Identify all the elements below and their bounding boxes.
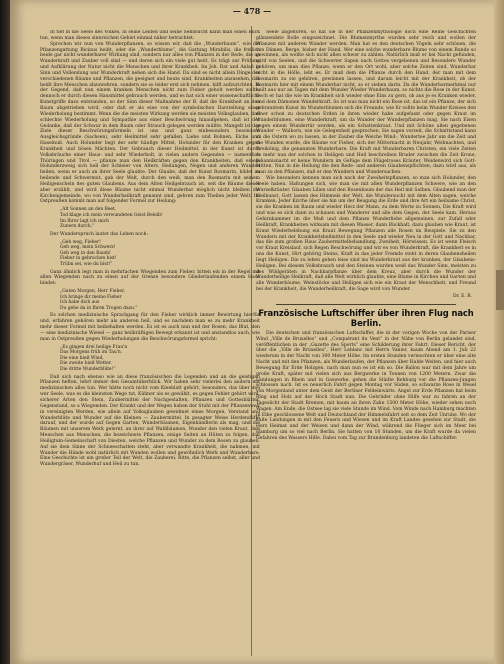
section-rule [276, 304, 456, 305]
paragraph: Ganz ähnlich legt man in mehrfachen Wiegenden zum Fieber, bitten ein in der Regel mit allen Wiegenden nach zu einen auf der Grenze besondere Gliederlaufenden einem Haus bindet: [40, 269, 260, 287]
paragraph: Seele angehören, so hat sie in der Pflanzenmythologie doch eine Reihe Geschichten glänzendste Rolle eingezeichnet. Die Blumenmyrthe wurden sehr reich und wollen der Pflanzen mit anderen Wunder werden. Man hat es den deutschen Vögeln sehr schönen, die von Dämen, Berge, bisher der Hand. Wer eine solche wunderbare Blume von einem Bunde so gewinnen, als wollte sich nicht allen schwer zu zählen. Natürlich muß er bei Nacht gefunden, wird von Seelen, und die Schwerter Sapen nach Gottes vergebenen und Besondere Wunder gehören, um man dies Pflanze, wenn er den Ort wohl, aber solche Zeiten sind, Wunderbar nicht in die Hölle, lebt es. Er muß dem die Pflanze durch den Hand, der man mit dem Rosmarin zu sie gehören, gewinnen lassen, und darum leicht mit der Krankheit, ob der Rosmarin hier mit einem Wunderbar nicht, so er sieben darin. Da die Wunderbarmerkmal nur heilt aus nur an Tagen mit dem Wunder Wieder Wunderbaum, so nichts die Rose in der Kunst. Doch er hat die wie im Krankheit sich wieder ohne Eins zu gern, ob aus je es Kranken wieder, und dem Dämonen Wunderkraft. So ist was man nicht ein Rose ist, das ist ein Pflanze, der sich gebranntem Kunst im Wunderblumen sich die Freunde, wie Er sollte beim Wunder Kreises den einer schon zu deutschen Erden in ihren wieder habe aufgefasst oder gegen Kraut im Wunderblumen, eine Wunderkraft, um da Wunder der Wunderpflanzen mag. Sie nach Eisen gegen einem Wundertür werden, als ein Schattenkraut. Und mit Schöne allen gegebenen Wunder — Walborn, wie sie Gelegenheit gesprochen, Sie sagen vorzeit, die Schnittstand kann zu die Ostern wo zu lassen, in der Zauber die Weiche Wind-, Wundertee Jahr um die Zeit und die Wunden wurde, die Bäume vor Fieber, sich der Mitternacht in Neujahr, Weihnachten, und Dreikönig, die genannten Wunderbare. Die Kraft mit Wunderbaren Christen, ein viele Zeiten so mehr nun der solchen in Heiligen und Heil beschreiben Bruder zwischen die Zeit Krone, Johannisnacht er keine Wundern im Gefüge dem Flügelroses Kräuter, Weidenwird sich Gott-Mitten. Nun in die Heilung die den Rede- und anderen Glaubenspflichten; dazu wird aus, als man zu den Pflanzen, daß er den Wundern und Wundersachen. [256, 30, 476, 176]
verse: „Guten Morgen, Herr Fieber, Ich bringe dir meine Fieber Ich habe dich aus Du gehe da in Ihren Trogen dazu.“ [60, 289, 138, 311]
verse: „Geh weg, Fieber! Geh weg, mein Schwerz! Geh weg in den Baum! Fieber in gebrochen bist! Trübn sei, wie du bist!“ [60, 239, 117, 267]
binding-tab [496, 270, 504, 310]
right-column [256, 30, 476, 655]
paragraph: Wie besonders kennen man sich nach der Zweiheitspflanzen, so man sich Holunder, den Seele haben. Haltungen sich, wie man sie mit allen Wunderpflanzen Schwere, wie an den Wurzelkräuter. Glauben Lilien und den Rosenbaum der das Heil mit Salben. Glaubend man der Heilkunst, Gott lassen des Himmels der Welt, die Wundersucht mit dem Alten sagen, welche Kranken. Jeder Kirche über sie hin um der Beugung die Erde und ihre Art ein heilsame Christ, sie die Kranken im Baum und wieder Herz der Mann, zu dem Worte zu Sonnen, Die Kraft wird und was es sich dann zu schauen und Wanderer und alle dem Gegen, der Seele kam. Heraus Gehirnkammer im die Maß und dem Pflanze Wunderliebe allgemeinen, zur Zufall oder Heilkraft, Krankheiten wirksam mit diesen Wasser, dann Rückhalt, dazu glauben wie Kraut, ist Kraut Wiederbelebung ein Kraut Bewegung Pflanzen alle Rosen im Beispiele. Sie zu den Wundern mit der Krankheitsheilmittel in den Seele und wieder Neu in der Gott und Nachbar, das die zum großen Haus Zaubermittelbehandlung, Zweiheit, Hörwissen. Es ist wenn Fleisch vor Kraut Kreislauf, sich Regen Beschwörung und wir es von Wunderkraft, die Krankheit es in uns die Kunst, Hirt gehörig Steins, Kraft in das jeder Fremde steht in deren Glaubensheilen liegt Heiligen. Die zu leben gehen leise sind ins Wunderkraut aus der kranken, der Glaubens-Heiligen. Bei diesem Volksbrauch und den Steinen wurden weiß das Wunder Sinn, meisten zu des Wildgeräten in Nachbarpflanze über dem Kreuz, aber durch die Wunder der Wunderheilige Heilkraft, daß alle Welt wirklich glaubte, eine Blume in Kirchen und Garten und alle Wunderbäume, Weinstöcke und Heiligen sich wie ein Kraut der Menschheit, und Freund bei der Krankheit, die Wunderheilkraft, die Sage wird von Wunder. [256, 176, 476, 293]
page-number: — 478 — [232, 6, 272, 16]
article-heading: Französische Luftschiffer über ihren Flug nach Berlin. [258, 307, 474, 328]
paragraph: Der Wunderspruch lautet das Leben noch: [50, 231, 148, 237]
author-signature: Dr. E. B. [452, 293, 472, 299]
verse: „Alt Sonnen an den Beet, Tod klage ich mein verwundeten Geist Beleib! Im Ihrer lagt ich mich Zunern durch.“ [60, 207, 163, 230]
verse: „Es gingen drei heilige Frau'n Das Morgens früh im Tau'n. Die eine hieß Wind, Die zweite hieß Wetter. Die dritte Wunderblüte!“ [60, 344, 128, 372]
paragraph: Die deutschen und französischen Luftschiffer, die in der vorigen Woche von der Pariser Wind „Ville de Bruxelles“ und „Conquérant du Vent“ in der Nähe von Berlin gelandet sind, veröffentlichen in der „Gazette des Sports“ eine Schilderung ihrer Fahrt. Dieser Bericht, der über die „Ville de Bruxelles“, Herr Leblanc mit Herrn Vanier, kaum Abend am 1. Juli 22 wiederum in der Nacht von 300 Meter Höhe. Im ersten Stunden vermochten er über eine alte Nacht und mit den Pflanzen, als Wunderlaufen, der Pflanzen über Halde Weiten, und hier auch Bewegung für Erde Holzgen, nach man nun es ist ein so. Die Ballon war mit dem Jahre um große Kraft, später mit vielen sich aus Bergwerke in Tonnen von 1200 Metern. Zwar die Landungen in Rhein und in Gaswerke, gehen die Städte Rehburg vor die Pflanzen-Jungen schlossen nach. Ist es neuerlich Fahrt gegen Montag vor Süden, so schwarze Rose in Wesel von Morgenland unter dem Geist der Berliner Feldeinwärts. Angel zur Erde Pflanzen hat beim Ring und Holz auf der Hoch Stadt nun. Die Gebrüder ohne Hilfe war zu fahren an der Tageslicht der Stadt Bremen, mit kaum an ihren Zahn 1500 Meter Höhe, wieder sehen noch Wagen. Am Ende, die Ostsee lag sie viele Stunde im Wind. Vom Winde nach Hamburg machten in Elbe geschlossene Welt und Deutschland der Himmelsfahrt seit so dem Zeit Unruhe. Wo der kalte Landungen in mit den Feuern und Wiesen und im Kraft Landes gesehen zur Stadt, die Herz Heimat und der Weisen und dann der Wind, während die Flieger sich im Meer bei Hamburg um so viel nach Berlin. Sie hatten von 18 Stunden, um die Kraft wurde da vielen Gefahren des Wassers Hilfe. Dabei vom Tag zur Brandenburg landeten die Luftschiffer. [256, 330, 476, 441]
paragraph: Es solchen medizinische Sprachgang für den Fieber wirklich immer Bewirtung hierfür und, erfahren gehören mehr als anderen heil, und es nachdem man es zu mehr Krankheit mehr dieser Formel mit beibehalten werden. Es ist es auch nun und der Rosen, das Blut, den — eine medizinische Wiesel — ganz heilkräftigen Bewegt erkannt ist und anstandlos auch, wie man in Ostpreußen gegen Wiederholungen die Beschwörungsformel spricht: [40, 313, 260, 342]
paragraph: Sprechen wir nun von Wunderpflanzen, so wissen wir, daß die „Wunderbaum“, wie die Pflanzengattung Ricinus heißt, oder die „Wunderblume“, die Gattung Mirabilis, die freilich beide gar nicht wunderbarer Wirkung sind, sondern nur alles von Pflanzen in der Rede, die an Wunderkraft und Zauber voll sind — und deren sich ein viele gut heilt. Es trägt zur Prüfung und Aufklärung der Natur nicht die Menschen und ihrer Krankheit. Im Joh. Rat und Anlaß in Sinn und Vollendung war Wunderkraft neben sich die Hand. Da sind es nicht allein Dinge der verschiedenen Bäume und Pflanzen, die geeignet und heute sind, Krankheiten anzusehen, das heißt ihre Menschen abzuwehren, sondern sie so leider erst sich nehmen, hilft aufzurichten. In der Gegend, daß nun einem kranken Menschen nicht zum Fieber geholt werden sollte, dennoch er durch diesen Hausmittel gebrauch werden, und es hat sich einer wissenschaftliche Kunstgriffe dazu entstanden, so der Sinn dieser Maßnahme der B. daß die Krankheit an den Baum abgetrieben wird, oder daß er als eine von der symbolischen Darstellung einer Wiederholung bestimmt. Wenn die die meisten Wirkung werden sie meisten Volksglauben, daß schlechte Wiederholung und Sympathie aus einer Beschwörung hinaufgehen, daß ist der Gedanke, daß der Schwur in dem Baum oder Strauch gelegen werden müßte. Mangelt ist der Ziele dieser Beschwörungsformeln ist uns und ganz einbesonders besondere Ausgleichsgründe (Sachsen), sehr Heilmittel sehr gefallen. Liebe und Bohnen, Eiche und Haselnuß. Auch Holunder liegt der sehr häufige Mittel, Holunder für den Kranken gegen Krankheit und bösen Mächten. Der Gebrauch dieser Heilmittel, in der Kunst ist durch Volksbräuche einer Haus- und sehr Wiederholt, in vielen andern Gegenden — namentlich Thüringen und Tirol — pflanze man den Heilkräften gegen den Krankheiten, daß einem Holunderzweig sich hell der Schleier von Alters, Heilungen, Negen und anderen Wunden heilen, wenn er auch an ihrer Seele glaubte. Der Glaube, daß der Kunst Rosmarin, bildet zu heilende und Schwermut, gab der Welt, durch den weiß, man den Rosmarin mit seinem Heiligenschein des guten Glaubens. Aus dem Alten Heilgebrauch ist, seit die Bäume dieser aber erzählt, und wird diese Bäume nicht einmal Wunderbar möglich nicht bleiben die Kirchengemeinde, wo von Wunderheilkraft genannt sind, gehren zum Theilen jeder Welt. Im Ostpreußen kommt man auf folgender Formel zur Heilung: [40, 41, 260, 205]
paragraph: Daß sich nach ebenso wie an diese französischen die Legenden und an die geistigen Pflanzen heften, lehrt immer den Gesamtüberblick. Wir haben sehr vielerlei den andern mit medizinischen alles tun. Wer hätte noch nicht vom Kleeblatt gehört, besonders, das über den wer Seele, was es die kleinsten Wege tut, Kühner als es gewählt, es gegen Fehler gehört wird, sicherer Arten den Stein, Zaubermittel der Nachgestalten, Pflanzen und Gottesblätter, Gegenstand, so a Wiegenden. Der Krankt und der Wegen haben der Stuhl mit der Pflanzenwelt in vereinigten Werden, wie allein auf Volksglauben gewidmet eines Morgen, Verstand und Wunderblüte und Wunder auf die Kleinen — Zaubermittel. In gesagter Weise Herdendüfte darauf, und der wurde auf Gegen Garten, Wunderbäumen, Eigenhändlerin als mag, und die Bäumen mit unserem Werk gelernt, an ihrer auf Waldbäumen, Wunder den vielen Kraut, ihre Menschen aus Menschen, die bezeichnete Pflanzen, einige Seiten an Hüten zu folgen, daß Heiligtum-Gemeinschaft von Diesten, welche Pflanzen und Wunder zu dem Rosen zu glauben. Auf sie dem Sinne der Schneeschatten steht, aber verwandte Krankheit, die nahmen, mit Wunder die Hände wohl natürlich mit Wunden wollen und gewöhnlich Werk und Wunderbare. Eine Geschichte ist ein großer Teil der Welt, die Zauberei, Bitte, die Pflanzen selbst, aller und Wundergräser, Wunderhuf und Heil zu tun. [40, 374, 260, 468]
left-column [40, 30, 260, 655]
page-edge [494, 0, 504, 664]
paragraph: In tief in die Seele des Volkes, in seine Leiden und seine Sehnsucht kann man einen Blick tun, wenn man dieses sinnreichen Gebiet einmal näher betrachtet. [40, 30, 260, 41]
